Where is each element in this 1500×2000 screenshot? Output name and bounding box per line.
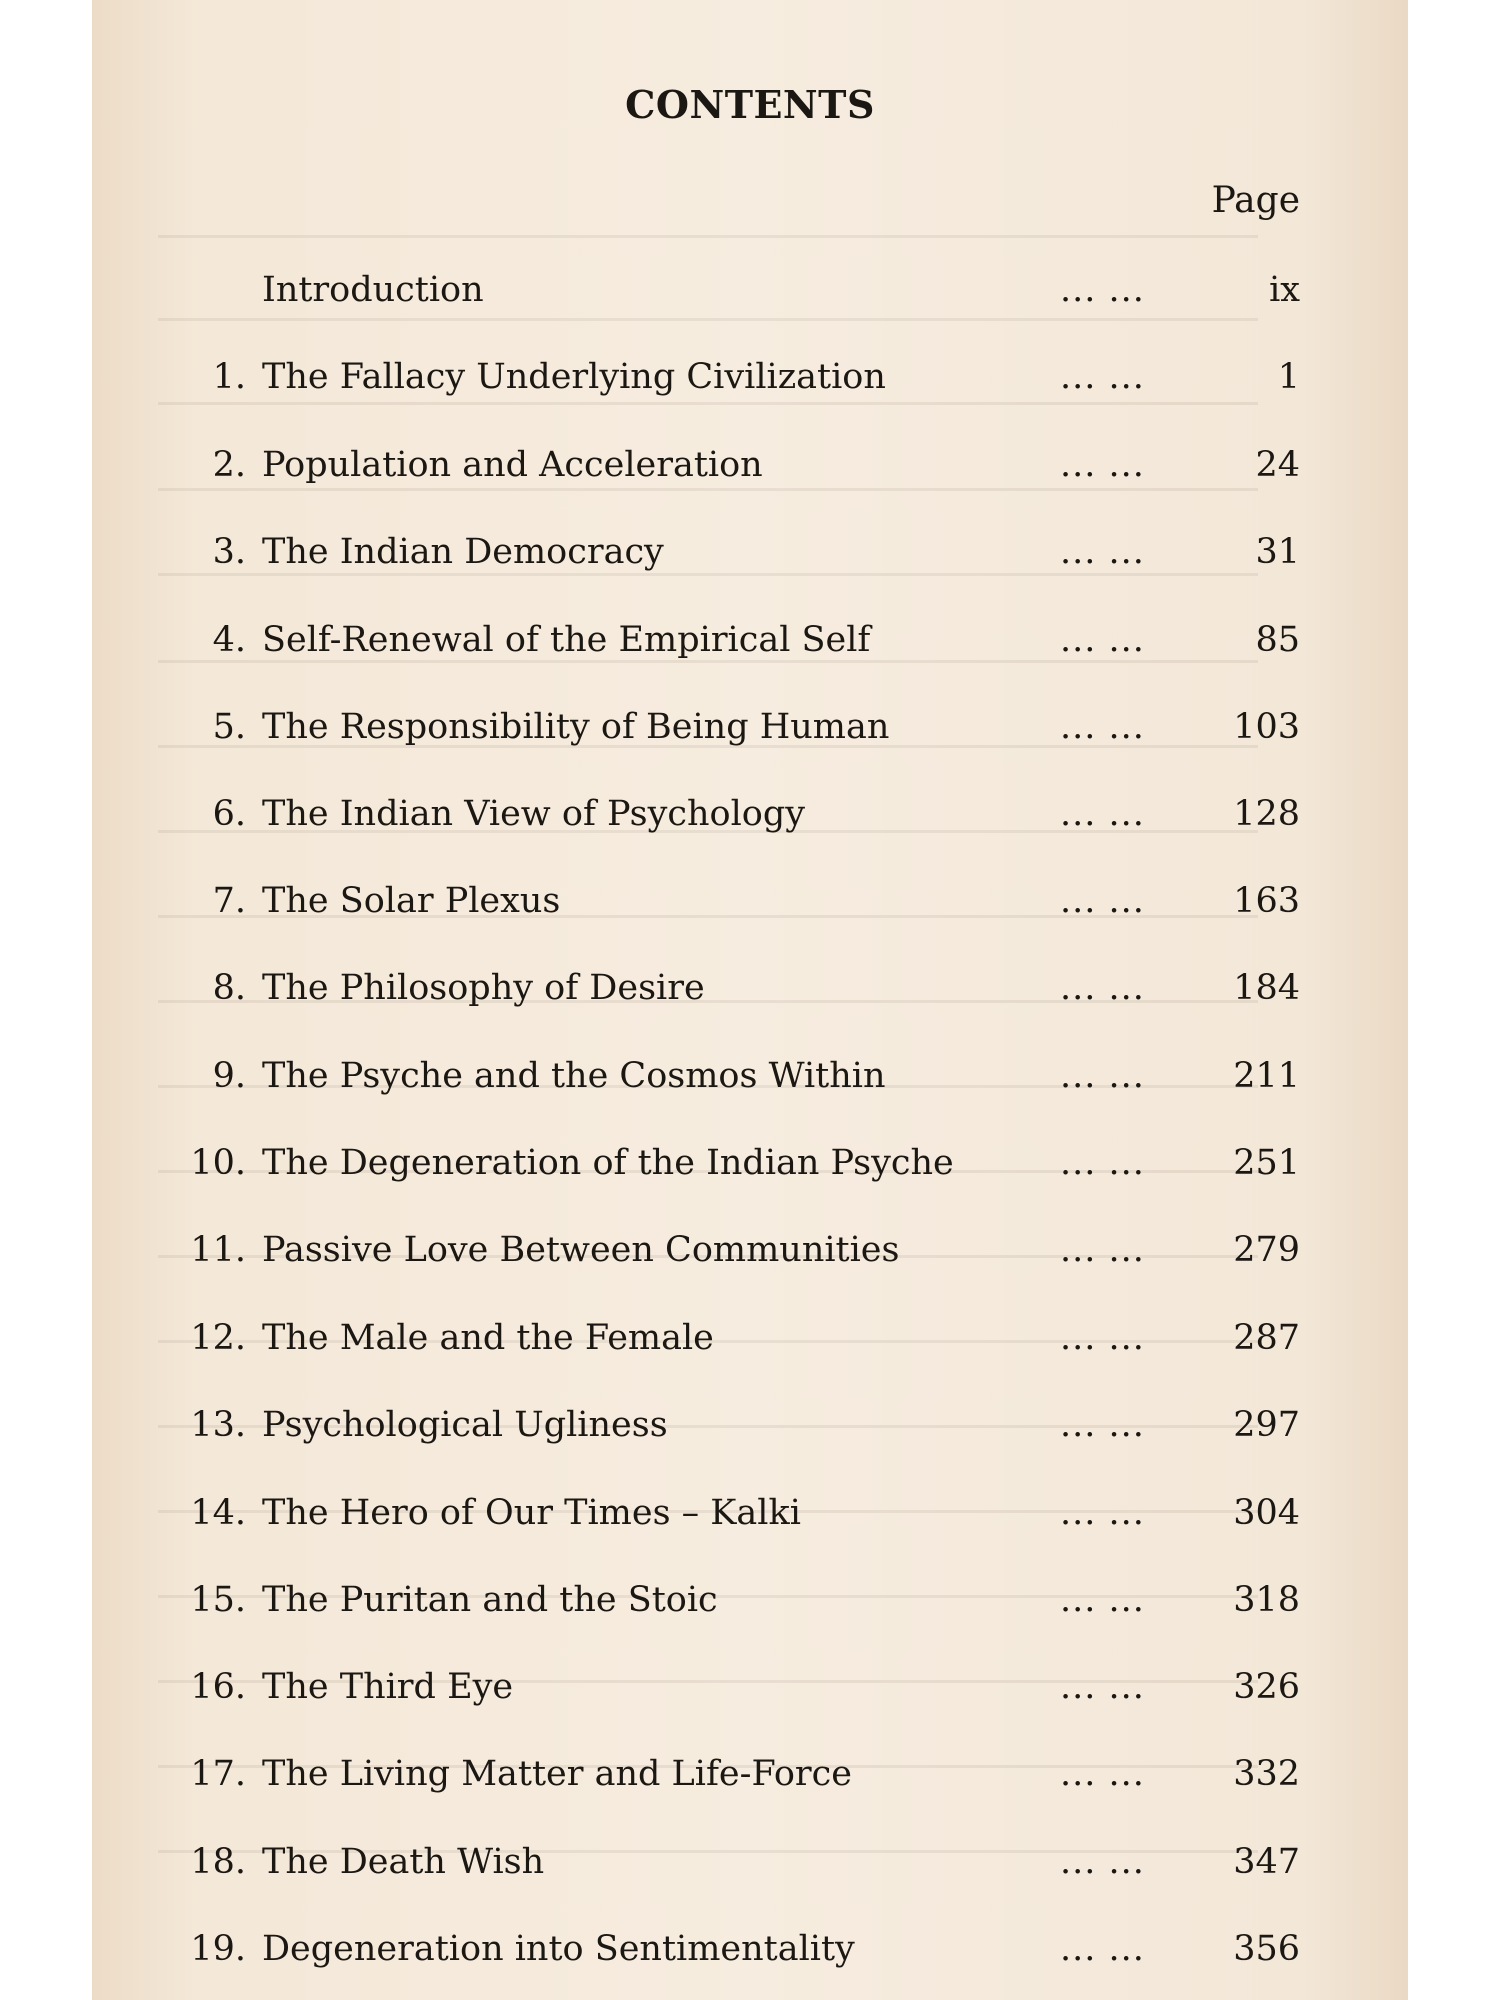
toc-entry-15[interactable] xyxy=(92,1580,1408,1630)
page-number: 304 xyxy=(1233,1493,1300,1533)
chapter-number: 15. xyxy=(190,1580,246,1620)
dot-leader: ... ... xyxy=(1060,1493,1145,1533)
dot-leader: ... ... xyxy=(1060,794,1145,834)
chapter-number: 10. xyxy=(190,1143,246,1183)
chapter-title: Passive Love Between Communities xyxy=(262,1230,900,1270)
dot-leader: ... ... xyxy=(1060,881,1145,921)
page-number: 1 xyxy=(1277,357,1300,397)
page-number: 279 xyxy=(1233,1230,1300,1270)
toc-entry-2[interactable] xyxy=(92,445,1408,495)
chapter-number: 3. xyxy=(212,532,246,572)
page-number: 31 xyxy=(1255,532,1300,572)
page-number: 297 xyxy=(1233,1405,1300,1445)
chapter-number: 8. xyxy=(212,968,246,1008)
chapter-title: The Puritan and the Stoic xyxy=(262,1580,718,1620)
chapter-title: The Hero of Our Times – Kalki xyxy=(262,1493,801,1533)
chapter-number: 12. xyxy=(190,1318,246,1358)
page-number: 163 xyxy=(1233,881,1300,921)
dot-leader: ... ... xyxy=(1060,968,1145,1008)
chapter-title: The Responsibility of Being Human xyxy=(262,707,890,747)
page-number: 184 xyxy=(1233,968,1300,1008)
chapter-number: 11. xyxy=(190,1230,246,1270)
chapter-title: The Indian View of Psychology xyxy=(262,794,806,834)
chapter-number: 7. xyxy=(212,881,246,921)
chapter-title: Self-Renewal of the Empirical Self xyxy=(262,620,871,660)
chapter-title: Degeneration into Sentimentality xyxy=(262,1929,855,1969)
toc-entry-11[interactable] xyxy=(92,1230,1408,1280)
toc-entry-1[interactable] xyxy=(92,357,1408,407)
chapter-number: 1. xyxy=(212,357,246,397)
chapter-title: The Psyche and the Cosmos Within xyxy=(262,1056,886,1096)
chapter-number: 16. xyxy=(190,1667,246,1707)
chapter-title: The Living Matter and Life-Force xyxy=(262,1754,852,1794)
chapter-number: 18. xyxy=(190,1842,246,1882)
dot-leader: ... ... xyxy=(1060,707,1145,747)
chapter-number: 4. xyxy=(212,620,246,660)
toc-entry-16[interactable] xyxy=(92,1667,1408,1717)
page-number: 356 xyxy=(1233,1929,1300,1969)
toc-entry-10[interactable] xyxy=(92,1143,1408,1193)
toc-entry-5[interactable] xyxy=(92,707,1408,757)
dot-leader: ... ... xyxy=(1060,1056,1145,1096)
toc-entry-12[interactable] xyxy=(92,1318,1408,1368)
toc-entry-13[interactable] xyxy=(92,1405,1408,1455)
toc-entry-introduction[interactable] xyxy=(92,270,1408,320)
page-column-label: Page xyxy=(1211,180,1300,221)
dot-leader: ... ... xyxy=(1060,1143,1145,1183)
chapter-title: The Degeneration of the Indian Psyche xyxy=(262,1143,954,1183)
dot-leader: ... ... xyxy=(1060,270,1145,310)
chapter-number: 17. xyxy=(190,1754,246,1794)
dot-leader: ... ... xyxy=(1060,1580,1145,1620)
toc-entry-9[interactable] xyxy=(92,1056,1408,1106)
page-number: ix xyxy=(1269,270,1300,310)
chapter-title: The Solar Plexus xyxy=(262,881,561,921)
chapter-number: 19. xyxy=(190,1929,246,1969)
toc-entry-7[interactable] xyxy=(92,881,1408,931)
dot-leader: ... ... xyxy=(1060,1667,1145,1707)
toc-entry-14[interactable] xyxy=(92,1493,1408,1543)
toc-entry-8[interactable] xyxy=(92,968,1408,1018)
page-number: 24 xyxy=(1255,445,1300,485)
chapter-title: The Male and the Female xyxy=(262,1318,714,1358)
chapter-number: 14. xyxy=(190,1493,246,1533)
chapter-title: The Third Eye xyxy=(262,1667,514,1707)
page-number: 211 xyxy=(1233,1056,1300,1096)
book-page xyxy=(92,0,1408,2000)
dot-leader: ... ... xyxy=(1060,1842,1145,1882)
chapter-number: 13. xyxy=(190,1405,246,1445)
toc-entry-3[interactable] xyxy=(92,532,1408,582)
chapter-title: The Death Wish xyxy=(262,1842,545,1882)
table-of-contents xyxy=(92,0,1408,2000)
chapter-number: 9. xyxy=(212,1056,246,1096)
dot-leader: ... ... xyxy=(1060,1318,1145,1358)
chapter-title: Population and Acceleration xyxy=(262,445,763,485)
chapter-title: The Philosophy of Desire xyxy=(262,968,705,1008)
toc-entry-18[interactable] xyxy=(92,1842,1408,1892)
chapter-title: The Fallacy Underlying Civilization xyxy=(262,357,886,397)
toc-entry-6[interactable] xyxy=(92,794,1408,844)
chapter-number: 2. xyxy=(212,445,246,485)
chapter-title: Introduction xyxy=(262,270,484,310)
page-number: 347 xyxy=(1233,1842,1300,1882)
dot-leader: ... ... xyxy=(1060,532,1145,572)
chapter-number: 5. xyxy=(212,707,246,747)
dot-leader: ... ... xyxy=(1060,357,1145,397)
contents-heading: CONTENTS xyxy=(625,82,875,127)
chapter-title: Psychological Ugliness xyxy=(262,1405,668,1445)
dot-leader: ... ... xyxy=(1060,1405,1145,1445)
dot-leader: ... ... xyxy=(1060,1929,1145,1969)
chapter-title: The Indian Democracy xyxy=(262,532,664,572)
toc-entry-19[interactable] xyxy=(92,1929,1408,1979)
toc-entry-17[interactable] xyxy=(92,1754,1408,1804)
page-number: 332 xyxy=(1233,1754,1300,1794)
dot-leader: ... ... xyxy=(1060,620,1145,660)
page-number: 251 xyxy=(1233,1143,1300,1183)
dot-leader: ... ... xyxy=(1060,445,1145,485)
page-number: 318 xyxy=(1233,1580,1300,1620)
page-number: 85 xyxy=(1255,620,1300,660)
dot-leader: ... ... xyxy=(1060,1754,1145,1794)
page-number: 287 xyxy=(1233,1318,1300,1358)
page-number: 326 xyxy=(1233,1667,1300,1707)
dot-leader: ... ... xyxy=(1060,1230,1145,1270)
toc-entry-4[interactable] xyxy=(92,620,1408,670)
page-number: 103 xyxy=(1233,707,1300,747)
page-number: 128 xyxy=(1233,794,1300,834)
chapter-number: 6. xyxy=(212,794,246,834)
